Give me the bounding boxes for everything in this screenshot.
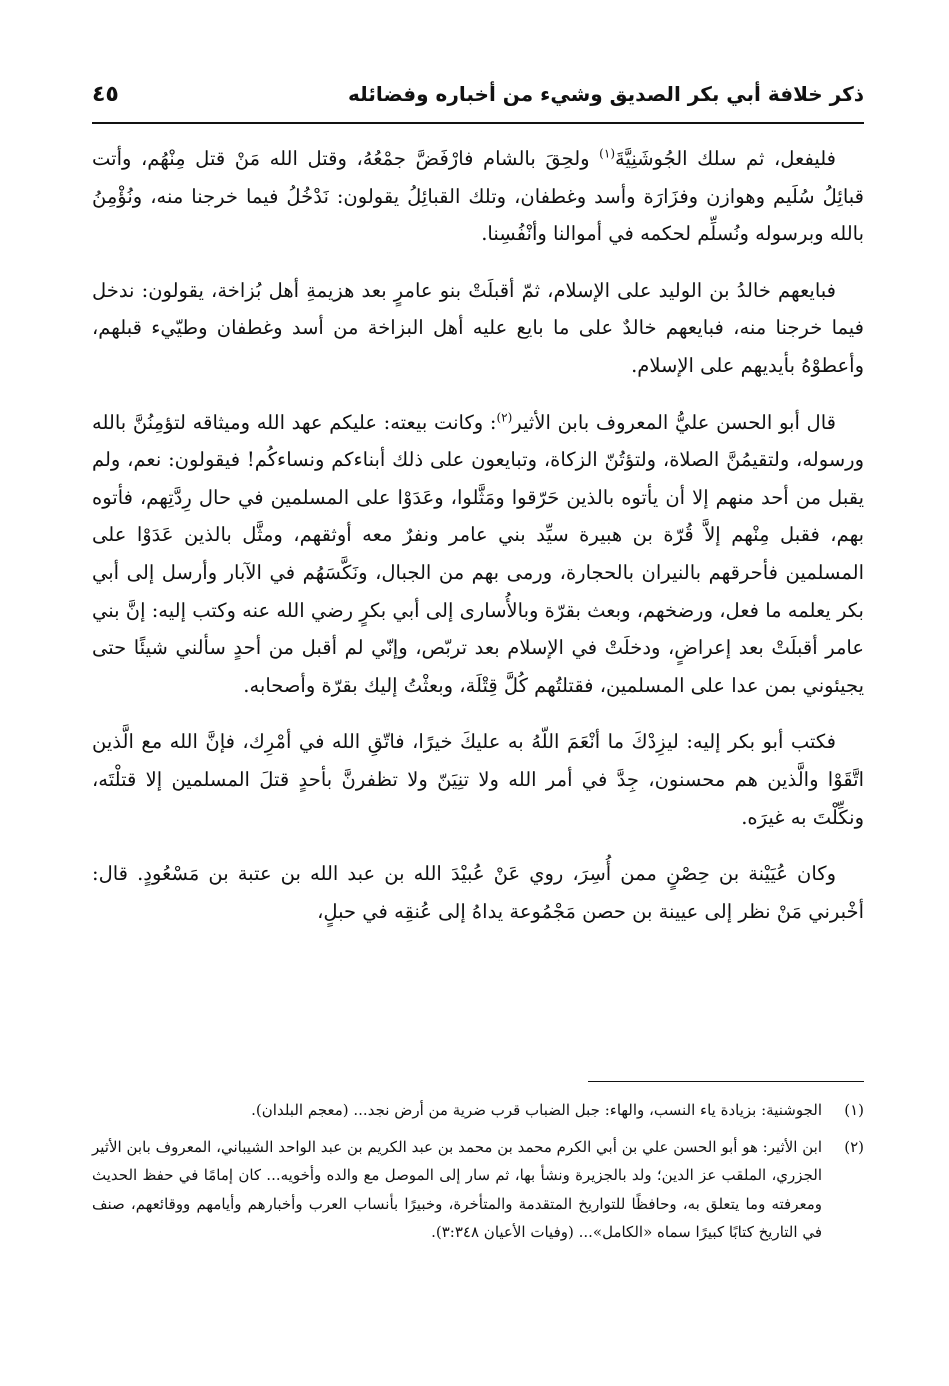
page-number: ٤٥ bbox=[92, 82, 119, 107]
footnote-number: (٢) bbox=[844, 1137, 864, 1156]
footnote-text: ابن الأثير: هو أبو الحسن علي بن أبي الكرم محمد بن محمد بن عبد الكريم بن عبد الواحد الشيباني، المعروف بابن الأثير الجزري، الملقب عز الدين؛ ولد بالجزيرة ونشأ بها، ثم سار إلى الموصل مع والده وأخويه... كان إمامًا في حفظ الحديث ومعرفته وما يتعلق به، وحافظًا للتواريخ المتقدمة والمتأخرة، وخبيرًا بأنساب العرب وأخبارهم وأيامهم ووقائعهم، صنف في التاريخ كتابًا كبيرًا سماه «الكامل»... (وفيات الأعيان ٣:٣٤٨). bbox=[92, 1137, 822, 1241]
footnote bbox=[92, 1133, 864, 1247]
paragraph-text: فليفعل، ثم سلك الجُوشَنِيَّةَ bbox=[615, 147, 836, 170]
footnote-reference: (٢) bbox=[496, 410, 513, 425]
paragraph-text: ولحِقَ بالشام فارْفَضَّ جمْعُهُ، وقتل الله مَنْ قتل مِنْهُم، وأتت قبائِلُ سُلَيم وهوازن وفزَارَة وأسد وغطفان، وتلك القبائِلُ يقولون: نَدْخُلُ فيما خرجنا منه، ونُؤْمِنُ بالله وبرسوله ونُسلِّم لحكمه في أموالنا وأنْفُسِنا. bbox=[92, 147, 864, 246]
paragraph-text: فبايعهم خالدُ بن الوليد على الإسلام، ثمّ أقبلَتْ بنو عامرٍ بعد هزيمةِ أهل بُزاخة، يقولون: ندخل فيما خرجنا منه، فبايعهم خالدٌ على ما بايع عليه أهل البزاخة من أسد وغطفان وطيّيء قبلهم، وأعطوْهُ بأيديهم على الإسلام. bbox=[92, 278, 864, 377]
paragraph bbox=[92, 272, 864, 385]
running-header-title: ذكر خلافة أبي بكر الصديق وشيء من أخباره وفضائله bbox=[348, 82, 864, 106]
paragraph-text: فكتب أبو بكر إليه: ليزِدْكَ ما أنْعَمَ اللّهُ به عليكَ خيرًا، فاتّقِ الله في أمْرِك، فإنَّ الله مع الَّذين اتَّقَوْا والَّذين هم محسنون، جِدَّ في أمر الله ولا تنِيَنّ ولا تظفرنَّ بأحدٍ قتلَ المسلمين إلا قتلْتَه، ونكِّلْتَ به غيرَه. bbox=[92, 730, 864, 829]
footnote-divider bbox=[588, 1081, 864, 1082]
paragraph bbox=[92, 855, 864, 930]
footnote-reference: (١) bbox=[599, 146, 615, 161]
footnote-text: الجوشنية: بزيادة ياء النسب، والهاء: جبل الضباب قرب ضرية من أرض نجد... (معجم البلدان). bbox=[251, 1101, 822, 1119]
paragraph-text: وكان عُيَيْنة بن حِصْنٍ ممن أُسِرَ، روي عَنْ عُبيْدَ الله بن عبد الله بن عتبة بن مَسْعُودٍ. قال: أخْبرني مَنْ نظر إلى عيينة بن حصن مَجْمُوعة يداهُ إلى عُنقِه في حبلٍ، bbox=[92, 862, 864, 923]
body-text bbox=[92, 140, 864, 930]
paragraph-text: : وكانت بيعته: عليكم عهد الله وميثاقه لتؤمِنُنَّ بالله ورسوله، ولتقيمُنَّ الصلاة، ولتؤتُنّ الزكاة، وتبايعون على ذلك أبناءكم ونساءكُم! فيقولون: نعم، ولم يقبل من أحد منهم إلا أن يأتوه بالذين حَرّقوا ومَثَّلوا، وعَدَوْا على المسلمين في حال رِدَّتِهم، فأتوه بهم، فقبل مِنْهم إلاَّ قُرّة بن هبيرة سيِّد بني عامر ونفرٌ معه أوثقهم، ومثَّل بالذين عَدَوْا على المسلمين فأحرقهم بالنيران بالحجارة، ورمى بهم من الجبال، ونَكَّسَهُم في الآبار وأرسل إلى أبي بكر يعلمه ما فعل، ورضخهم، وبعث بقرّة وبالأُسارى إلى أبي بكرٍ رضي الله عنه وكتب إليه: إنَّ بني عامر أقبلَتْ بعد إعراضٍ، ودخلَتْ في الإسلام بعد تربّص، وإنّي لم أقبل من أحدٍ سألني شيئًا حتى يجيئوني بمن عدا على المسلمين، فقتلتُهم كُلَّ قِتْلَة، وبعثْتُ إليك بقرّة وأصحابه. bbox=[92, 410, 864, 697]
footnote-number: (١) bbox=[844, 1101, 864, 1119]
paragraph bbox=[92, 404, 864, 705]
paragraph-text: قال أبو الحسن عليُّ المعروف بابن الأثير bbox=[512, 410, 836, 434]
footnote bbox=[92, 1096, 864, 1125]
footnotes bbox=[92, 1096, 864, 1247]
paragraph bbox=[92, 723, 864, 836]
running-header bbox=[92, 78, 864, 124]
paragraph bbox=[92, 140, 864, 253]
